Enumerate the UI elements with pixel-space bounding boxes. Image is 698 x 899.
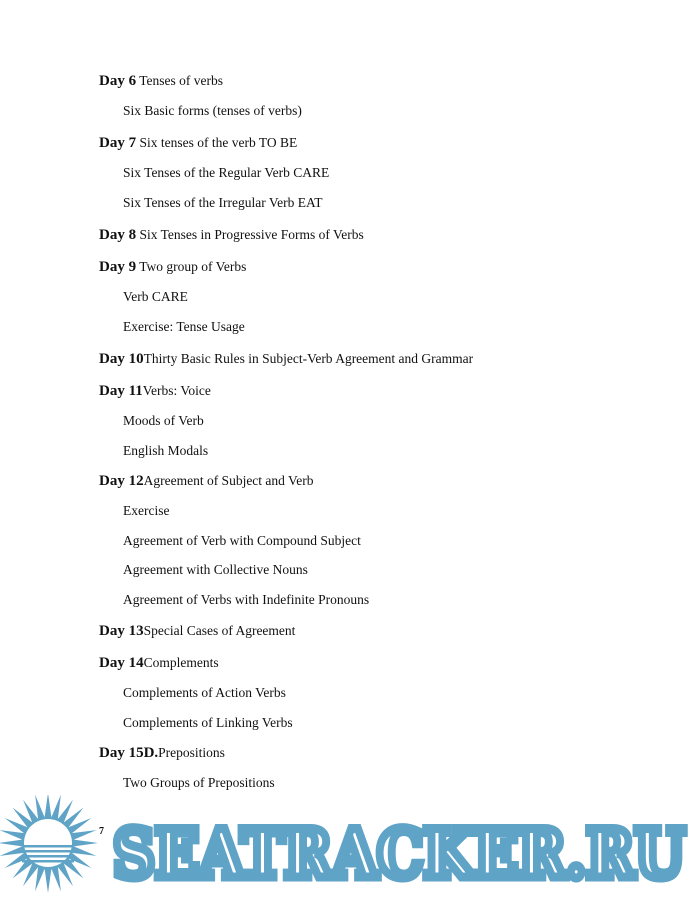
day-title: Prepositions <box>158 745 225 760</box>
toc-sub-entry: Exercise: Tense Usage <box>123 318 245 334</box>
day-title: Agreement of Subject and Verb <box>143 473 314 488</box>
toc-day-entry <box>99 226 364 244</box>
toc-day-entry <box>99 382 211 400</box>
toc-sub-entry: English Modals <box>123 442 209 458</box>
page-number: 7 <box>99 826 104 837</box>
day-label: Day 7 <box>99 135 137 151</box>
day-title: Thirty Basic Rules in Subject-Verb Agreement and Grammar <box>143 351 474 366</box>
toc-day-entry <box>99 258 246 276</box>
toc-day-entry <box>99 472 314 490</box>
toc-sub-entry: Six Basic forms (tenses of verbs) <box>123 103 302 118</box>
day-label: Day 6 <box>99 73 137 89</box>
day-title: Two group of Verbs <box>136 259 247 274</box>
toc-sub-entry: Complements of Action Verbs <box>123 685 286 700</box>
toc-sub-entry: Six Tenses of the Regular Verb CARE <box>123 165 330 180</box>
toc-sub-entry: Agreement of Verb with Compound Subject <box>123 532 361 548</box>
toc-sub-entry: Exercise <box>123 503 170 518</box>
day-title: Six Tenses in Progressive Forms of Verbs <box>136 227 364 242</box>
toc-sub-entry: Two Groups of Prepositions <box>123 775 275 790</box>
day-title: Tenses of verbs <box>136 73 224 88</box>
day-label: Day 9 <box>99 259 137 275</box>
day-title: Verbs: Voice <box>142 383 211 398</box>
day-title: Special Cases of Agreement <box>143 623 296 638</box>
day-label: Day 13 <box>99 623 144 639</box>
day-label: Day 14 <box>99 655 144 671</box>
toc-day-entry <box>99 72 223 90</box>
watermark <box>0 795 698 899</box>
toc-sub-entry: Agreement of Verbs with Indefinite Pronouns <box>123 591 370 607</box>
toc-day-entry <box>99 654 219 672</box>
day-label: Day 15D. <box>99 745 159 761</box>
toc-sub-entry: Moods of Verb <box>123 413 204 428</box>
day-title: Six tenses of the verb TO BE <box>136 135 298 150</box>
toc-sub-entry: Six Tenses of the Irregular Verb EAT <box>123 194 323 210</box>
toc-sub-entry: Agreement with Collective Nouns <box>123 562 308 577</box>
toc-sub-entry: Complements of Linking Verbs <box>123 714 293 730</box>
day-label: Day 10 <box>99 351 144 367</box>
toc-day-entry <box>99 134 297 152</box>
watermark-text: SEATRACKER.RU <box>113 815 685 893</box>
day-label: Day 11 <box>99 383 143 399</box>
day-title: Complements <box>143 655 219 670</box>
toc-sub-entry: Verb CARE <box>123 289 188 304</box>
toc-day-entry <box>99 622 295 640</box>
toc-day-entry <box>99 744 225 762</box>
sun-logo-icon <box>0 795 98 893</box>
day-label: Day 12 <box>99 473 144 489</box>
day-label: Day 8 <box>99 227 137 243</box>
toc-day-entry <box>99 350 473 368</box>
